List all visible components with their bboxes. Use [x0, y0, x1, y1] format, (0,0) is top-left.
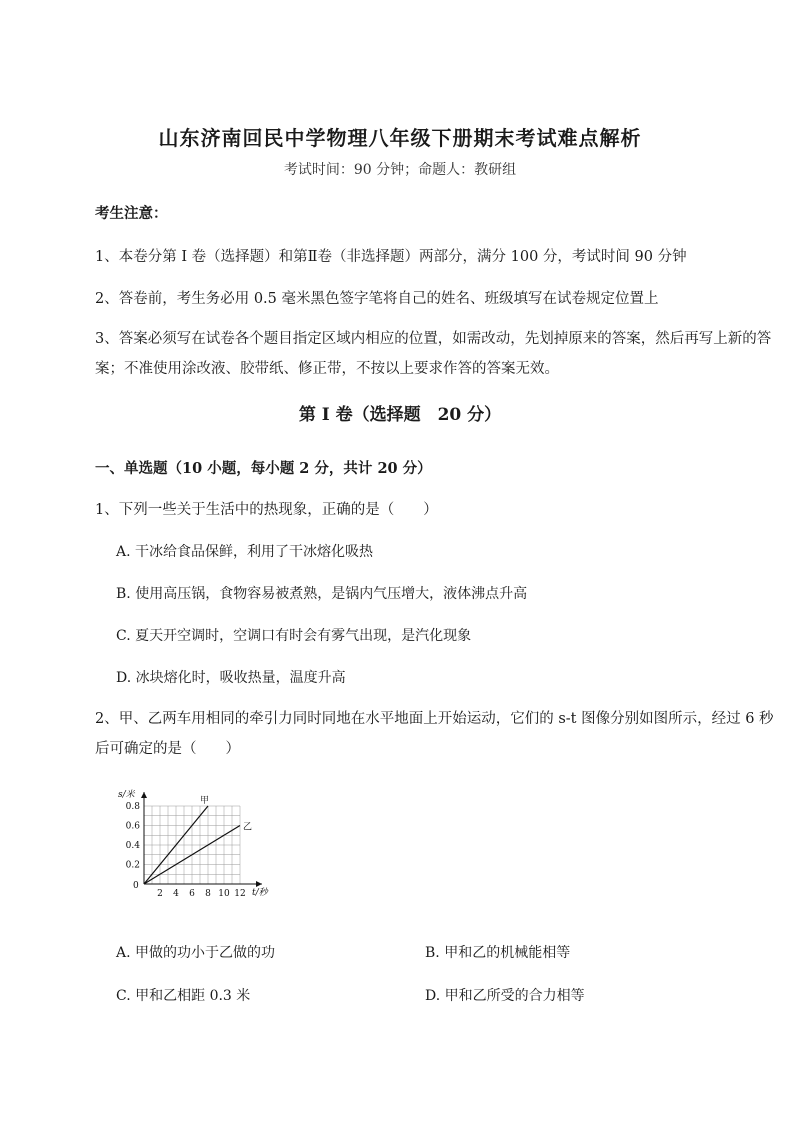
- question-1-option-b: B. 使用高压锅，食物容易被煮熟，是锅内气压增大，液体沸点升高: [116, 586, 528, 602]
- question-2-option-c: C. 甲和乙相距 0.3 米: [116, 988, 251, 1004]
- x-axis-arrow: [256, 881, 262, 887]
- question-1-stem: 1、下列一些关于生活中的热现象，正确的是（ ）: [95, 502, 438, 518]
- x-axis-label: t/秒: [252, 888, 268, 898]
- x-tick-label: 2: [157, 889, 163, 898]
- y-tick-label: 0.8: [125, 802, 140, 812]
- question-2-option-a: A. 甲做的功小于乙做的功: [116, 945, 276, 961]
- x-tick-label: 4: [173, 889, 179, 898]
- x-tick-label: 6: [189, 889, 195, 898]
- origin-label: 0: [133, 881, 139, 891]
- notice-item-2: 2、答卷前，考生务必用 0.5 毫米黑色签字笔将自己的姓名、班级填写在试卷规定位置上: [95, 291, 659, 307]
- st-graph-chart: [112, 786, 272, 898]
- section-title: 第 I 卷（选择题 20 分）: [298, 405, 502, 425]
- x-tick-label: 12: [234, 889, 246, 898]
- series-label-2: 乙: [243, 822, 253, 833]
- exam-subtitle: 考试时间：90 分钟；命题人：教研组: [283, 162, 517, 178]
- series-label-1: 甲: [200, 796, 210, 806]
- question-2-option-b: B. 甲和乙的机械能相等: [425, 945, 571, 961]
- question-2-stem: 2、甲、乙两车用相同的牵引力同时同地在水平地面上开始运动，它们的 s-t 图像分别如图所示，经过 6 秒后可确定的是（ ）: [95, 711, 774, 757]
- question-1-option-d: D. 冰块熔化时，吸收热量，温度升高: [116, 670, 346, 686]
- exam-title: 山东济南回民中学物理八年级下册期末考试难点解析: [158, 126, 642, 150]
- question-2-option-d: D. 甲和乙所受的合力相等: [425, 988, 585, 1004]
- question-1-option-c: C. 夏天开空调时，空调口有时会有雾气出现，是汽化现象: [116, 628, 472, 644]
- y-axis-arrow: [141, 792, 147, 798]
- notice-item-3: 3、答案必须写在试卷各个题目指定区域内相应的位置，如需改动，先划掉原来的答案，然后再写上新的答案；不准使用涂改液、胶带纸、修正带，不按以上要求作答的答案无效。: [95, 331, 772, 377]
- question-1-option-a: A. 干冰给食品保鲜，利用了干冰熔化吸热: [116, 544, 374, 560]
- x-tick-label: 8: [205, 889, 211, 898]
- y-tick-label: 0.4: [125, 841, 140, 851]
- y-tick-label: 0.6: [125, 821, 140, 832]
- notice-heading: 考生注意：: [95, 205, 168, 222]
- x-tick-label: 10: [218, 889, 230, 898]
- y-tick-label: 0.2: [125, 860, 140, 871]
- y-axis-label: s/米: [118, 790, 135, 800]
- part-title: 一、单选题（10 小题，每小题 2 分，共计 20 分）: [95, 460, 432, 477]
- notice-item-1: 1、本卷分第 I 卷（选择题）和第Ⅱ卷（非选择题）两部分，满分 100 分，考试时间 90 分钟: [95, 249, 687, 265]
